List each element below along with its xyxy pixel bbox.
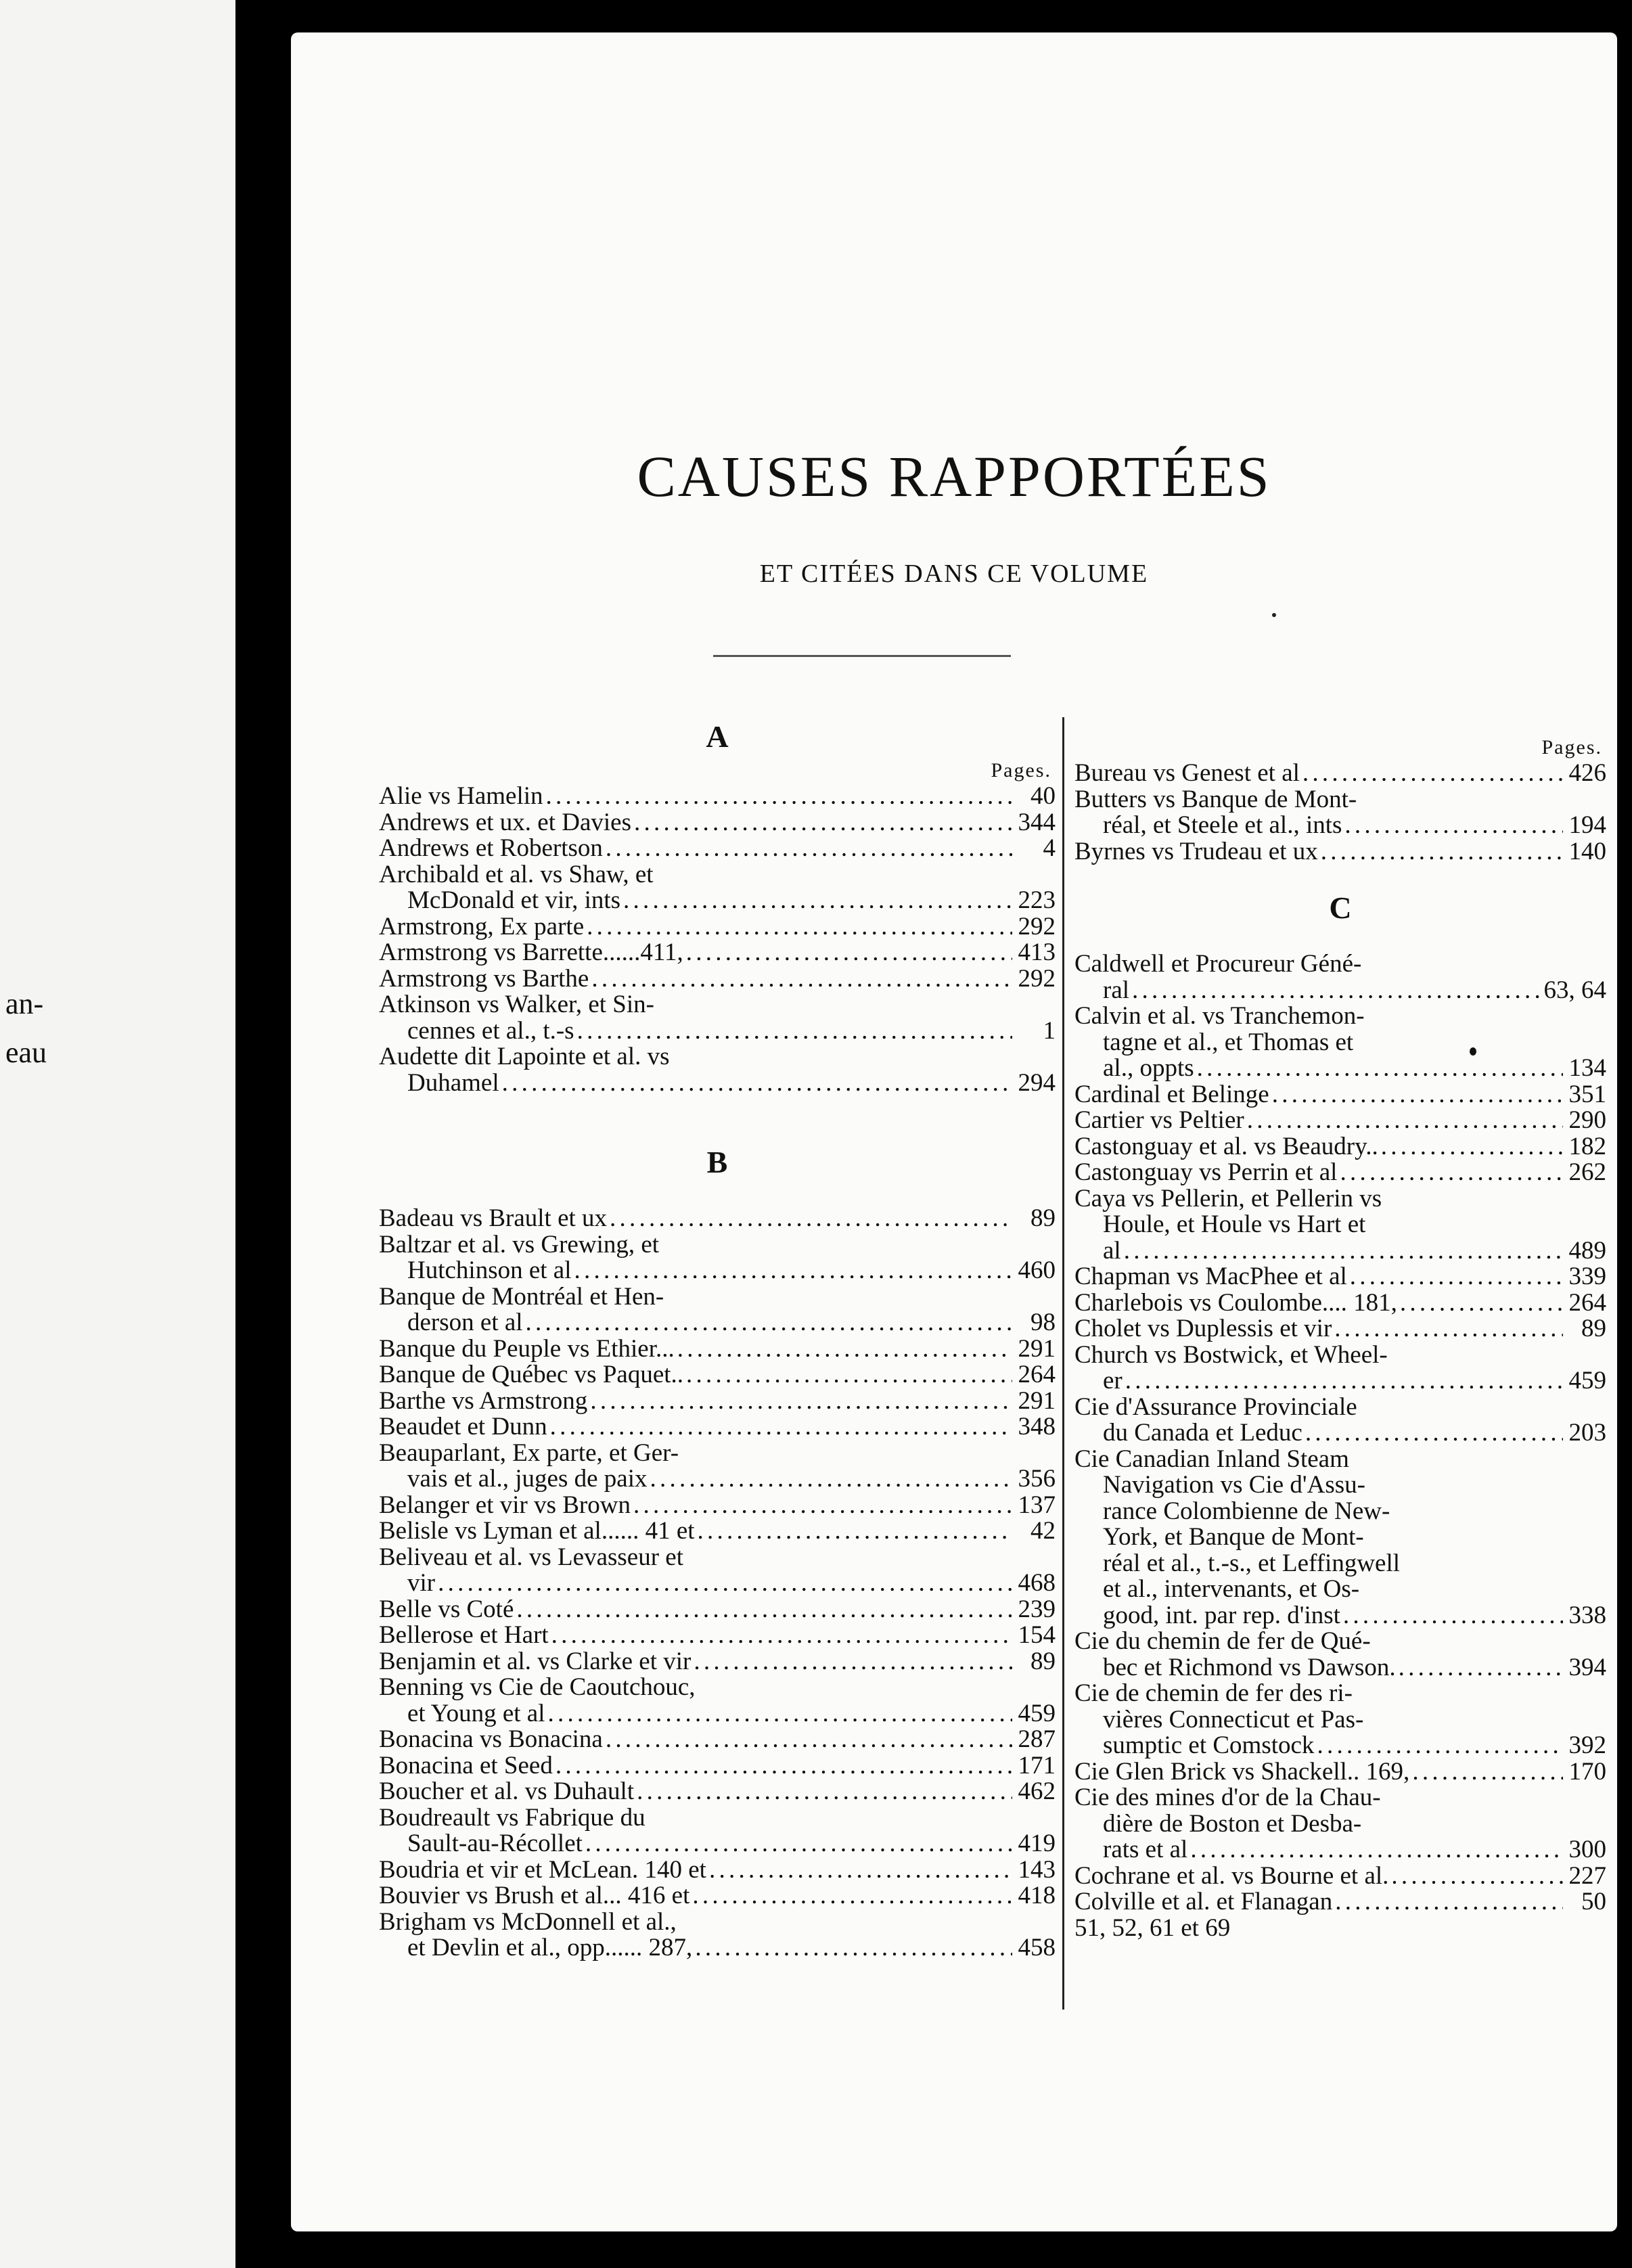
index-entry xyxy=(379,1336,1056,1363)
index-entry xyxy=(379,992,1056,1018)
entries-b xyxy=(379,1206,1056,1961)
entry-text: McDonald et vir, ints xyxy=(407,888,621,914)
dot-leader xyxy=(502,1070,1012,1097)
dot-leader xyxy=(694,1649,1012,1675)
section-letter-b: B xyxy=(706,1145,728,1179)
entry-text: vais et al., juges de paix xyxy=(407,1466,648,1493)
entry-text: Castonguay et al. vs Beaudry.. xyxy=(1074,1133,1378,1160)
entry-text: Archibald et al. vs Shaw, et xyxy=(379,861,654,888)
index-entry xyxy=(379,1805,1056,1832)
dot-leader xyxy=(551,1623,1012,1649)
entry-text: Belanger et vir vs Brown xyxy=(379,1492,631,1518)
index-entry xyxy=(379,1310,1056,1336)
index-entry xyxy=(1074,1212,1606,1238)
entry-text: Cie Canadian Inland Steam xyxy=(1074,1446,1349,1472)
page-number: 4 xyxy=(1043,836,1056,862)
index-entry xyxy=(1074,1472,1606,1499)
index-entry xyxy=(1074,1551,1606,1577)
page-number: 339 xyxy=(1568,1264,1606,1290)
entry-text: Bureau vs Genest et al xyxy=(1074,761,1300,787)
entry-text: et Young et al xyxy=(407,1700,545,1727)
index-entry xyxy=(379,1466,1056,1493)
entry-text: Beaudet et Dunn xyxy=(379,1414,547,1441)
dot-leader xyxy=(1344,813,1563,839)
entry-text: Boucher et al. vs Duhault xyxy=(379,1779,635,1805)
entry-text: Audette dit Lapointe et al. vs xyxy=(379,1044,670,1070)
entry-text: Atkinson vs Walker, et Sin- xyxy=(379,992,654,1018)
page-number: 140 xyxy=(1568,838,1606,865)
index-entry xyxy=(1074,761,1606,787)
index-entry xyxy=(1074,787,1606,813)
page-number: 356 xyxy=(1018,1466,1056,1493)
index-entry xyxy=(379,862,1056,888)
entry-text: Church vs Bostwick, et Wheel- xyxy=(1074,1342,1388,1368)
entries-c xyxy=(1074,951,1606,1941)
index-entry xyxy=(1074,1342,1606,1369)
index-entry xyxy=(379,940,1056,966)
page-number: 40 xyxy=(1030,784,1056,810)
entry-text: Banque de Montréal et Hen- xyxy=(379,1284,664,1310)
dot-leader xyxy=(550,1414,1012,1441)
entry-text: Badeau vs Brault et ux xyxy=(379,1206,608,1232)
page-number: 426 xyxy=(1568,761,1606,787)
entry-text: sumptic et Comstock xyxy=(1103,1733,1315,1759)
index-entry xyxy=(1074,1499,1606,1525)
entry-text: réal et al., t.-s., et Leffingwell xyxy=(1103,1550,1401,1577)
entry-text: Bellerose et Hart xyxy=(379,1623,549,1649)
index-entry xyxy=(1074,1759,1606,1786)
page-number: 300 xyxy=(1568,1837,1606,1863)
index-entry xyxy=(379,1018,1056,1045)
entry-text: Cie de chemin de fer des ri- xyxy=(1074,1681,1353,1707)
entries-a xyxy=(379,784,1056,1096)
entry-text: Colville et al. et Flanagan xyxy=(1074,1889,1333,1915)
entry-text: vières Connecticut et Pas- xyxy=(1103,1706,1364,1733)
index-entry xyxy=(379,966,1056,993)
entry-text: Boudria et vir et McLean. 140 et xyxy=(379,1857,706,1883)
index-entry xyxy=(1074,951,1606,978)
entry-text: cennes et al., t.-s xyxy=(407,1018,574,1044)
dot-leader xyxy=(1343,1603,1563,1629)
entry-text: Andrews et Robertson xyxy=(379,836,603,862)
index-entry xyxy=(379,1206,1056,1232)
entry-text: Armstrong vs Barrette......411, xyxy=(379,940,683,966)
entries-b-continued xyxy=(1074,761,1606,865)
index-entry xyxy=(1074,1030,1606,1056)
index-entry xyxy=(379,1570,1056,1597)
index-entry xyxy=(1074,839,1606,865)
index-entry xyxy=(379,1284,1056,1311)
index-entry xyxy=(1074,1290,1606,1317)
page-subtitle: ET CITÉES DANS CE VOLUME xyxy=(759,560,1149,588)
dot-leader xyxy=(606,836,1012,862)
entry-text: rats et al xyxy=(1103,1837,1188,1863)
dot-leader xyxy=(1197,1056,1563,1082)
entry-text: Armstrong vs Barthe xyxy=(379,966,589,992)
entry-text: Banque de Québec vs Paquet.. xyxy=(379,1362,684,1388)
entry-text: Caldwell et Procureur Géné- xyxy=(1074,951,1362,978)
index-entry xyxy=(379,1493,1056,1519)
page-number: 458 xyxy=(1018,1935,1056,1961)
index-entry xyxy=(1074,1915,1606,1942)
entry-text: Belisle vs Lyman et al...... 41 et xyxy=(379,1518,695,1545)
index-entry xyxy=(379,1779,1056,1805)
index-entry xyxy=(1074,1003,1606,1030)
dot-leader xyxy=(1305,1420,1563,1447)
dot-leader xyxy=(590,1388,1012,1415)
entry-text: Andrews et ux. et Davies xyxy=(379,809,631,836)
index-entry xyxy=(379,1597,1056,1623)
index-entry xyxy=(379,1441,1056,1467)
entry-text: good, int. par rep. d'inst xyxy=(1103,1602,1340,1629)
index-entry xyxy=(379,1388,1056,1415)
entry-text: tagne et al., et Thomas et xyxy=(1103,1029,1354,1056)
entry-text: dière de Boston et Desba- xyxy=(1103,1811,1362,1837)
entry-text: Bonacina et Seed xyxy=(379,1752,553,1779)
entry-text: Beauparlant, Ex parte, et Ger- xyxy=(379,1440,679,1466)
index-entry xyxy=(1074,1447,1606,1473)
page-number: 394 xyxy=(1568,1654,1606,1681)
dot-leader xyxy=(606,1727,1012,1753)
dot-leader xyxy=(637,1779,1012,1805)
entry-text: Cie d'Assurance Provinciale xyxy=(1074,1394,1357,1420)
dot-leader xyxy=(1125,1368,1563,1394)
page-number: 203 xyxy=(1568,1420,1606,1447)
dot-leader xyxy=(526,1310,1012,1336)
dot-leader xyxy=(1272,1082,1563,1108)
pages-header: Pages. xyxy=(991,759,1051,781)
index-entry xyxy=(1074,1394,1606,1421)
entry-text: Houle, et Houle vs Hart et xyxy=(1103,1212,1366,1238)
ink-speck xyxy=(1272,613,1276,617)
dot-leader xyxy=(677,1336,1012,1363)
dot-leader xyxy=(610,1206,1012,1232)
dot-leader xyxy=(577,1018,1012,1045)
entry-text: Belle vs Coté xyxy=(379,1596,514,1623)
margin-fragment: eau xyxy=(5,1036,47,1069)
index-entry xyxy=(1074,1186,1606,1212)
dot-leader xyxy=(633,1493,1012,1519)
index-entry xyxy=(1074,1655,1606,1681)
page-number: 459 xyxy=(1018,1700,1056,1727)
page-number: 89 xyxy=(1581,1316,1606,1342)
entry-text: Barthe vs Armstrong xyxy=(379,1388,588,1414)
index-entry xyxy=(1074,1264,1606,1290)
page-number: 468 xyxy=(1018,1570,1056,1597)
entry-text: Chapman vs MacPhee et al xyxy=(1074,1264,1347,1290)
entry-text: Bouvier vs Brush et al... 416 et xyxy=(379,1883,690,1909)
page-number: 182 xyxy=(1568,1133,1606,1160)
entry-text: réal, et Steele et al., ints xyxy=(1103,813,1342,839)
entry-text: al xyxy=(1103,1238,1121,1264)
dot-leader xyxy=(1190,1837,1563,1863)
index-entry xyxy=(1074,1707,1606,1733)
dot-leader xyxy=(574,1258,1012,1284)
index-entry xyxy=(1074,1811,1606,1838)
page-number: 98 xyxy=(1030,1310,1056,1336)
entry-text: Baltzar et al. vs Grewing, et xyxy=(379,1231,660,1258)
index-entry xyxy=(379,1935,1056,1961)
index-entry xyxy=(379,1753,1056,1779)
dot-leader xyxy=(587,914,1012,940)
margin-fragment: an- xyxy=(5,987,44,1020)
page-number: 262 xyxy=(1568,1160,1606,1186)
entry-text: Sault-au-Récollet xyxy=(407,1831,583,1857)
index-entry xyxy=(379,836,1056,862)
dot-leader xyxy=(1334,1316,1563,1342)
index-entry xyxy=(379,1649,1056,1675)
index-entry xyxy=(1074,978,1606,1004)
index-entry xyxy=(379,1727,1056,1753)
dot-leader xyxy=(1340,1160,1563,1186)
section-letter-a: A xyxy=(706,719,729,754)
page-number: 42 xyxy=(1030,1518,1056,1545)
book-page xyxy=(291,32,1617,2231)
page-number: 264 xyxy=(1568,1290,1606,1316)
entry-text: Cholet vs Duplessis et vir xyxy=(1074,1316,1332,1342)
index-entry xyxy=(379,810,1056,836)
index-column-left xyxy=(379,716,1056,1961)
entry-text: ral xyxy=(1103,977,1130,1003)
index-entry xyxy=(1074,1368,1606,1394)
entry-text: Calvin et al. vs Tranchemon- xyxy=(1074,1003,1365,1030)
dot-leader xyxy=(686,1362,1012,1388)
index-entry xyxy=(1074,1681,1606,1707)
index-entry xyxy=(1074,1316,1606,1342)
entry-text: Beliveau et al. vs Levasseur et xyxy=(379,1544,683,1570)
entry-text: Cochrane et al. vs Bourne et al. xyxy=(1074,1863,1389,1889)
index-entry xyxy=(379,1623,1056,1649)
entry-text: Banque du Peuple vs Ethier... xyxy=(379,1336,675,1362)
index-entry xyxy=(1074,1733,1606,1759)
page-number: 154 xyxy=(1018,1623,1056,1649)
dot-leader xyxy=(1412,1759,1563,1786)
page-number: 170 xyxy=(1568,1759,1606,1785)
dot-leader xyxy=(1400,1290,1563,1317)
entry-text: Alie vs Hamelin xyxy=(379,784,543,810)
index-entry xyxy=(379,1232,1056,1258)
page-number: 290 xyxy=(1568,1108,1606,1134)
entry-text: rance Colombienne de New- xyxy=(1103,1498,1390,1524)
page-number: 291 xyxy=(1018,1336,1056,1362)
dot-leader xyxy=(1335,1889,1563,1915)
dot-leader xyxy=(556,1753,1012,1779)
page-number: 137 xyxy=(1018,1492,1056,1518)
page-title: CAUSES RAPPORTÉES xyxy=(637,444,1271,509)
page-number: 292 xyxy=(1018,913,1056,940)
dot-leader xyxy=(623,888,1012,914)
entry-text: et Devlin et al., opp...... 287, xyxy=(407,1935,693,1961)
index-entry xyxy=(1074,1524,1606,1551)
dot-leader xyxy=(1317,1733,1563,1759)
page-number: 459 xyxy=(1568,1368,1606,1394)
dot-leader xyxy=(1247,1108,1563,1134)
index-entry xyxy=(1074,1629,1606,1655)
index-entry xyxy=(379,1414,1056,1441)
index-entry xyxy=(1074,1863,1606,1890)
title-rule xyxy=(713,655,1011,657)
dot-leader xyxy=(686,940,1012,966)
dot-leader xyxy=(585,1831,1012,1857)
entry-text: Benjamin et al. vs Clarke et vir xyxy=(379,1648,692,1675)
index-entry xyxy=(379,888,1056,914)
page-number: 338 xyxy=(1568,1602,1606,1629)
dot-leader xyxy=(548,1701,1013,1727)
facing-page-edge xyxy=(0,0,235,2268)
page-number: 294 xyxy=(1018,1070,1056,1096)
page-number: 287 xyxy=(1018,1727,1056,1753)
entry-text: Cartier vs Peltier xyxy=(1074,1108,1244,1134)
entry-text: Armstrong, Ex parte xyxy=(379,913,585,940)
dot-leader xyxy=(546,784,1012,810)
entry-text: Caya vs Pellerin, et Pellerin vs xyxy=(1074,1185,1382,1212)
page-number: 239 xyxy=(1018,1596,1056,1623)
page-number: 460 xyxy=(1018,1258,1056,1284)
dot-leader xyxy=(1399,1655,1563,1681)
index-entry xyxy=(379,1883,1056,1909)
index-entry xyxy=(379,1258,1056,1284)
index-entry xyxy=(379,784,1056,810)
entry-text: Hutchinson et al xyxy=(407,1258,572,1284)
entry-text: Butters vs Banque de Mont- xyxy=(1074,786,1357,813)
index-entry xyxy=(379,1545,1056,1571)
dot-leader xyxy=(634,810,1012,836)
entry-text: Boudreault vs Fabrique du xyxy=(379,1805,645,1831)
page-number: 50 xyxy=(1581,1889,1606,1915)
index-entry xyxy=(1074,1837,1606,1863)
dot-leader xyxy=(1391,1863,1563,1890)
dot-leader xyxy=(698,1518,1012,1545)
page-number: 344 xyxy=(1018,809,1056,836)
index-entry xyxy=(1074,1238,1606,1265)
entry-text: bec et Richmond vs Dawson. xyxy=(1103,1654,1396,1681)
page-number: 89 xyxy=(1030,1648,1056,1675)
page-number: 143 xyxy=(1018,1857,1056,1883)
column-divider xyxy=(1062,717,1064,2010)
index-entry xyxy=(1074,1082,1606,1108)
index-entry xyxy=(379,1909,1056,1936)
index-column-right xyxy=(1074,735,1606,1941)
index-entry xyxy=(1074,1420,1606,1447)
page-number: 264 xyxy=(1018,1362,1056,1388)
index-entry xyxy=(379,1518,1056,1545)
entry-text: du Canada et Leduc xyxy=(1103,1420,1302,1447)
entry-text: Charlebois vs Coulombe.... 181, xyxy=(1074,1290,1397,1316)
entry-text: Cie Glen Brick vs Shackell.. 169, xyxy=(1074,1759,1410,1785)
dot-leader xyxy=(591,966,1012,993)
index-entry xyxy=(379,1070,1056,1097)
index-entry xyxy=(379,1831,1056,1857)
index-entry xyxy=(1074,1577,1606,1603)
index-entry xyxy=(379,1675,1056,1701)
dot-leader xyxy=(692,1883,1012,1909)
index-entry xyxy=(379,1857,1056,1884)
page-number: 418 xyxy=(1018,1883,1056,1909)
entry-text: Brigham vs McDonnell et al., xyxy=(379,1909,677,1935)
entry-text: vir xyxy=(407,1570,436,1597)
entry-text: Cie du chemin de fer de Qué- xyxy=(1074,1629,1371,1655)
page-number: 291 xyxy=(1018,1388,1056,1414)
index-entry xyxy=(1074,1603,1606,1629)
page-number: 171 xyxy=(1018,1752,1056,1779)
dot-leader xyxy=(516,1597,1012,1623)
entry-text: Duhamel xyxy=(407,1070,499,1096)
page-number: 89 xyxy=(1030,1206,1056,1232)
index-entry xyxy=(1074,1785,1606,1811)
entry-text: derson et al xyxy=(407,1310,523,1336)
entry-text: Cardinal et Belinge xyxy=(1074,1081,1269,1108)
page-number: 227 xyxy=(1568,1863,1606,1889)
dot-leader xyxy=(1381,1134,1563,1160)
index-entry xyxy=(1074,813,1606,839)
dot-leader xyxy=(709,1857,1012,1884)
entry-text: Navigation vs Cie d'Assu- xyxy=(1103,1472,1365,1499)
entry-text: Benning vs Cie de Caoutchouc, xyxy=(379,1675,696,1701)
entry-text: Castonguay vs Perrin et al xyxy=(1074,1160,1338,1186)
page-number: 1 xyxy=(1043,1018,1056,1044)
index-entry xyxy=(379,914,1056,940)
index-entry xyxy=(1074,1134,1606,1160)
page-number: 292 xyxy=(1018,966,1056,992)
page-number: 194 xyxy=(1568,813,1606,839)
page-number: 419 xyxy=(1018,1831,1056,1857)
page-number: 223 xyxy=(1018,888,1056,914)
dot-leader xyxy=(438,1570,1012,1597)
entry-text: Cie des mines d'or de la Chau- xyxy=(1074,1785,1381,1811)
section-letter-c: C xyxy=(1329,890,1352,925)
page-number: 63, 64 xyxy=(1543,977,1606,1003)
dot-leader xyxy=(1350,1264,1563,1290)
index-entry xyxy=(1074,1160,1606,1186)
entry-text: al., oppts xyxy=(1103,1056,1194,1082)
index-entry xyxy=(1074,1889,1606,1915)
entry-text: 51, 52, 61 et 69 xyxy=(1074,1915,1231,1941)
index-entry xyxy=(1074,1108,1606,1134)
page-number: 134 xyxy=(1568,1056,1606,1082)
page-number: 351 xyxy=(1568,1081,1606,1108)
dot-leader xyxy=(1302,761,1563,787)
index-entry xyxy=(1074,1056,1606,1082)
page-number: 392 xyxy=(1568,1733,1606,1759)
page-number: 462 xyxy=(1018,1779,1056,1805)
index-entry xyxy=(379,1044,1056,1070)
dot-leader xyxy=(1132,978,1541,1004)
entry-text: er xyxy=(1103,1368,1123,1394)
index-entry xyxy=(379,1701,1056,1727)
entry-text: et al., intervenants, et Os- xyxy=(1103,1577,1360,1603)
page-number: 348 xyxy=(1018,1414,1056,1441)
entry-text: York, et Banque de Mont- xyxy=(1103,1524,1364,1551)
page-number: 413 xyxy=(1018,940,1056,966)
entry-text: Byrnes vs Trudeau et ux xyxy=(1074,838,1318,865)
entry-text: Bonacina vs Bonacina xyxy=(379,1727,603,1753)
dot-leader xyxy=(650,1466,1012,1493)
dot-leader xyxy=(1321,839,1563,865)
page-number: 489 xyxy=(1568,1238,1606,1264)
dot-leader xyxy=(1124,1238,1563,1265)
index-entry xyxy=(379,1362,1056,1388)
pages-header: Pages. xyxy=(1541,736,1602,758)
dot-leader xyxy=(695,1935,1012,1961)
